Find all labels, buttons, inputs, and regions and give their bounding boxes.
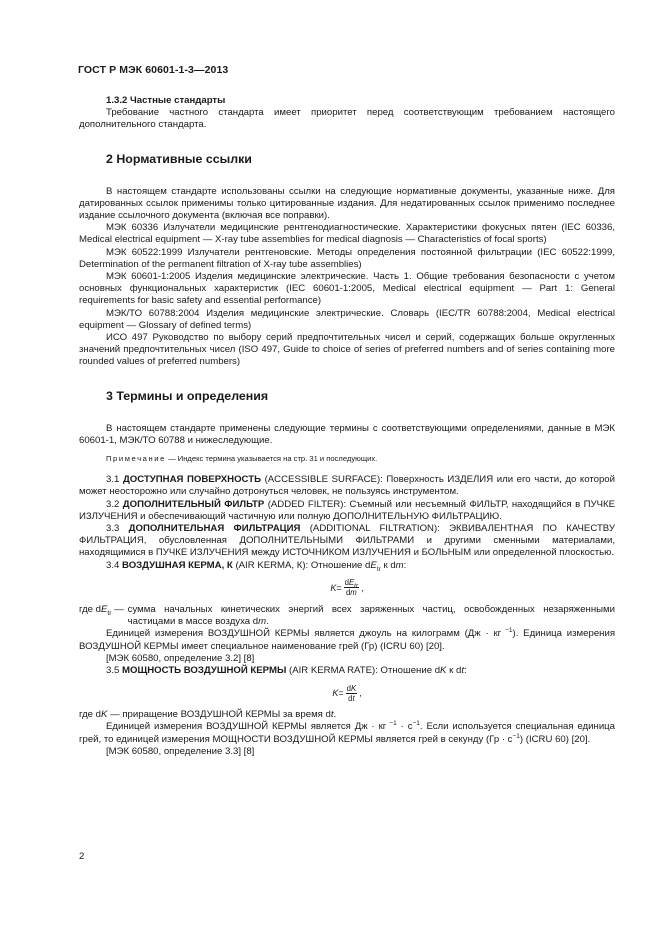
term-3-2 xyxy=(79,499,615,523)
unit-exponent: −1 xyxy=(512,732,520,740)
reference-item: МЭК 60601-1:2005 Изделия медицинские электрические. Часть 1. Общие требования безопасности с учетом основных функциональных характеристик (IEC 60601-1:2005, Medical electrical equipment — Part 1: General requirements for basic safety and essential performance) xyxy=(79,271,615,307)
unit-text: ) (ICRU 60) [20]. xyxy=(519,733,591,745)
symbol-subscript: tr xyxy=(107,609,112,617)
formula-comma: , xyxy=(361,582,364,593)
symbol-subscript: tr xyxy=(376,565,381,573)
explanation-where: где d xyxy=(79,709,102,721)
formula-comma: , xyxy=(359,688,362,698)
term-definition: к d xyxy=(446,664,462,676)
source-reference: [МЭК 60580, определение 3.2] [8] xyxy=(106,652,255,664)
term-name: ВОЗДУШНАЯ КЕРМА, К xyxy=(122,559,233,571)
formula-lhs: K xyxy=(332,688,339,698)
symbol: t xyxy=(330,709,334,721)
source-reference: [МЭК 60580, определение 3.3] [8] xyxy=(106,745,255,757)
term-3-5 xyxy=(79,665,615,677)
term-3-1 xyxy=(79,474,615,498)
unit-text: ). Единица измерения ВОЗДУШНОЙ КЕРМЫ имеет специальное наименование грей (Гр) (ICRU 60) [20]. xyxy=(79,628,616,652)
unit-exponent: −1 xyxy=(386,720,397,728)
note-label: Примечание xyxy=(106,454,166,464)
term-number: 3.2 xyxy=(106,498,123,510)
formula-denominator xyxy=(347,694,356,703)
unit-exponent: −1 xyxy=(412,720,420,728)
explanation-body: — приращение ВОЗДУШНОЙ КЕРМЫ за время d xyxy=(107,709,331,721)
term-number: 3.3 xyxy=(106,523,129,535)
punctuation: . xyxy=(266,616,269,628)
punctuation: : xyxy=(463,664,467,676)
document-header: ГОСТ Р МЭК 60601-1-3—2013 xyxy=(78,64,229,76)
formula-numerator xyxy=(344,578,360,588)
reference-item: МЭК/ТО 60788:2004 Изделия медицинские электрические. Словарь (IEC/TR 60788:2004, Medical electrical equipment — Glossary of defined terms) xyxy=(79,307,615,331)
term-name: ДОПОЛНИТЕЛЬНЫЙ ФИЛЬТР xyxy=(122,498,265,510)
formula-d: d xyxy=(348,693,353,703)
formula-d: d xyxy=(345,588,351,598)
term-definition: (ADDITIONAL FILTRATION): ЭКВИВАЛЕНТНАЯ ПО КАЧЕСТВУ ФИЛЬТРАЦИЯ, обусловленная ДОПОЛНИТЕЛЬНЫМИ ФИЛЬТРАМИ и другими сменными материалами, находящимися в ПУЧКЕ ИЗЛУЧЕНИЯ между ИСТОЧНИКОМ ИЗЛУЧЕНИЯ и БОЛЬНЫМ или определенной плоскостью. xyxy=(79,523,615,559)
symbol: t xyxy=(461,664,464,676)
formula-lhs: K xyxy=(330,582,337,593)
subsection-text: Требование частного стандарта имеет приоритет перед соответствующим требованием настоящего дополнительного стандарта. xyxy=(79,107,615,131)
section-2-intro: В настоящем стандарте использованы ссылки на следующие нормативные документы, указанные ниже. Для датированных ссылок применимы только цитированные издания. Для недатированных ссылок применимо последнее издание ссылочного документа (включая все поправки). xyxy=(79,185,615,222)
explanation-text xyxy=(128,604,615,628)
formula-fraction xyxy=(346,684,358,703)
unit-text: Единицей измерения ВОЗДУШНОЙ КЕРМЫ является джоуль на килограмм (Дж · кг xyxy=(106,628,502,640)
unit-text: · с xyxy=(396,721,413,733)
formula-K: K xyxy=(350,683,357,693)
term-number: 3.1 xyxy=(106,474,123,486)
note xyxy=(79,453,615,465)
formula-denominator xyxy=(345,588,358,597)
term-name: ДОСТУПНАЯ ПОВЕРХНОСТЬ xyxy=(122,474,261,486)
term-definition: к d xyxy=(380,559,396,571)
formula-numerator xyxy=(346,684,358,694)
unit-exponent: −1 xyxy=(501,627,513,635)
section-3-intro: В настоящем стандарте применены следующие термины с соответствующими определениями, данные в МЭК 60601-1, МЭК/ТО 60788 и нижеследующие. xyxy=(79,422,615,446)
term-name: МОЩНОСТЬ ВОЗДУШНОЙ КЕРМЫ xyxy=(122,664,287,676)
note-text: — Индекс термина указывается на стр. 31 и последующих. xyxy=(165,454,378,464)
formula-explanation xyxy=(79,604,615,628)
formula-explanation xyxy=(79,709,615,721)
term-3-3 xyxy=(79,523,615,560)
page-content xyxy=(79,95,615,758)
punctuation: : xyxy=(403,559,407,571)
term-3-4 xyxy=(79,560,615,572)
explanation-body: сумма начальных кинетических энергий всех заряженных частиц, освобожденных незаряженными частицами в массе воздуха d xyxy=(127,603,615,628)
symbol: E xyxy=(101,603,108,615)
formula-t: t xyxy=(352,693,355,703)
symbol: K xyxy=(101,709,108,721)
term-definition: (AIR KERMA RATE): Отношение d xyxy=(286,664,441,676)
section-3-title: 3 Термины и определения xyxy=(106,388,269,403)
formula-equals: = xyxy=(336,582,342,593)
term-number: 3.4 xyxy=(106,559,123,571)
dash: — xyxy=(111,603,124,615)
formula-air-kerma xyxy=(79,575,615,601)
term-number: 3.5 xyxy=(106,664,123,676)
formula-air-kerma-rate xyxy=(79,680,615,706)
reference-item: МЭК 60522:1999 Излучатели рентгеновские. Методы определения постоянной фильтрации (IEC 60522:1999, Determination of the permanent filtration of X-ray tube assemblies) xyxy=(79,246,615,270)
formula-d: d xyxy=(346,683,351,693)
unit-paragraph xyxy=(79,721,615,745)
formula-fraction xyxy=(344,578,360,597)
reference-item: ИСО 497 Руководство по выбору серий предпочтительных чисел и серий, содержащих больше округленных значений предпочтительных чисел (ISO 497, Guide to choice of series of preferred numbers and of series containing more rounded values of preferred numbers) xyxy=(79,332,615,368)
subsection-title: 1.3.2 Частные стандарты xyxy=(106,95,226,106)
punctuation: . xyxy=(333,709,337,721)
formula-equals: = xyxy=(338,688,344,698)
formula-E: E xyxy=(348,578,355,588)
page-number: 2 xyxy=(79,851,85,862)
formula-m: m xyxy=(350,588,357,598)
explanation-lead xyxy=(79,604,124,628)
explanation-where: где d xyxy=(79,603,102,615)
reference-item: МЭК 60336 Излучатели медицинские рентгенодиагностические. Характеристики фокусных пятен (IEC 60336, Medical electrical equipment — X-ray tube assemblies for medical diagnosis — Characteristics of focal sports) xyxy=(79,222,615,246)
term-definition: (ADDED FILTER): Съемный или несъемный ФИЛЬТР, находящийся в ПУЧКЕ ИЗЛУЧЕНИЯ и обеспечивающий частичную или полную ДОПОЛНИТЕЛЬНУЮ ФИЛЬТРАЦИЮ. xyxy=(79,498,615,522)
term-definition: (AIR KERMA, К): Отношение d xyxy=(232,559,371,571)
symbol: m xyxy=(395,559,404,571)
formula-subscript: tr xyxy=(354,582,359,590)
section-2-title: 2 Нормативные ссылки xyxy=(106,151,252,166)
unit-paragraph xyxy=(79,628,615,652)
symbol: m xyxy=(258,616,267,628)
term-definition: (ACCESSIBLE SURFACE): Поверхность ИЗДЕЛИЯ или его части, до которой может неосторожно или случайно дотронуться человек, не пользуясь инструментом. xyxy=(79,474,615,498)
unit-text: . Если используется специальная единица грей, то единицей измерения МОЩНОСТИ ВОЗДУШНОЙ КЕРМЫ является грей в секунду (Гр · с xyxy=(79,721,616,745)
symbol: E xyxy=(370,559,377,571)
symbol: K xyxy=(440,664,447,676)
term-name: ДОПОЛНИТЕЛЬНАЯ ФИЛЬТРАЦИЯ xyxy=(128,523,301,535)
unit-text: Единицей измерения ВОЗДУШНОЙ КЕРМЫ является Дж · кг xyxy=(106,721,387,733)
formula-d: d xyxy=(344,578,349,588)
